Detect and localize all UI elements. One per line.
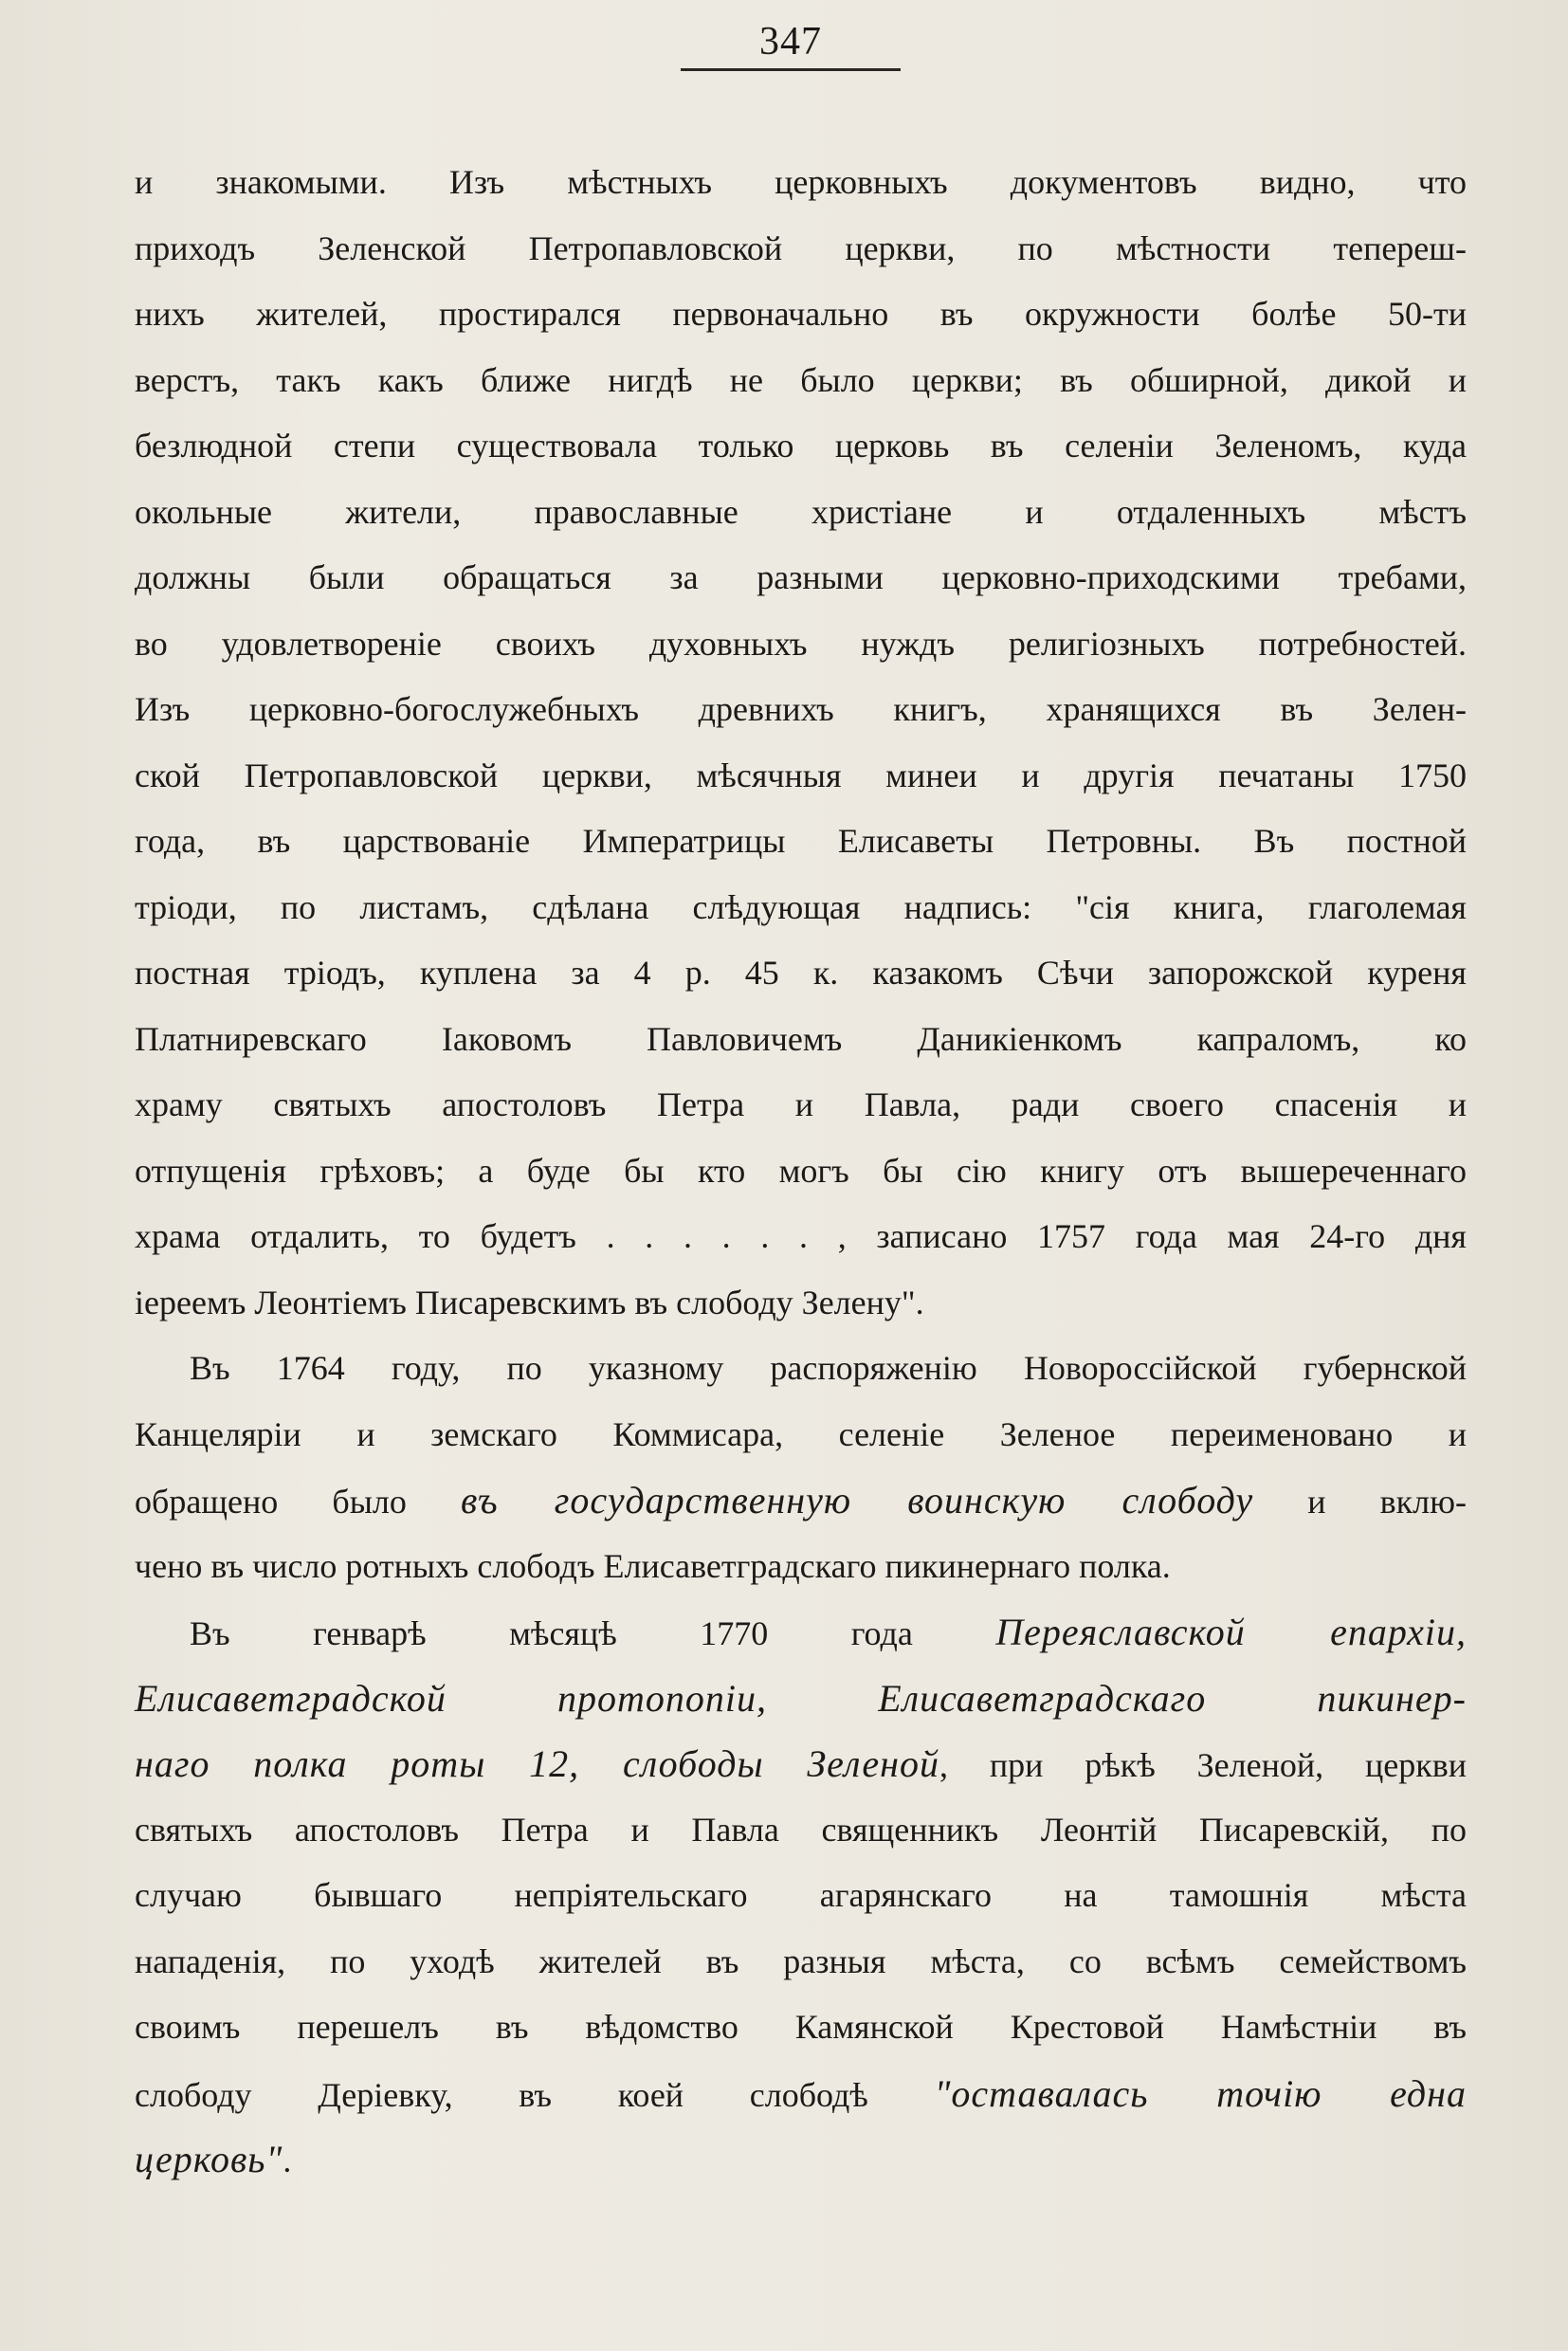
text-line	[135, 1139, 1467, 1205]
text-line	[135, 1599, 1467, 1666]
text-line	[135, 1797, 1467, 1864]
text-fragment: Изъ церковно-богослужебныхъ древнихъ книгъ, хранящихся въ Зелен-	[135, 690, 1467, 728]
text-fragment: и знакомыми. Изъ мѣстныхъ церковныхъ документовъ видно, что	[135, 163, 1467, 201]
text-line	[135, 1204, 1467, 1270]
text-line	[135, 611, 1467, 678]
text-line	[135, 809, 1467, 875]
text-fragment: ской Петропавловской церкви, мѣсячныя минеи и другія печатаны 1750	[135, 756, 1467, 794]
text-line	[135, 1863, 1467, 1929]
text-fragment: постная тріодъ, куплена за 4 р. 45 к. казакомъ Сѣчи запорожской куреня	[135, 954, 1467, 992]
text-line	[135, 150, 1467, 216]
text-line	[135, 875, 1467, 941]
page-text	[135, 150, 1467, 2193]
text-line	[135, 940, 1467, 1007]
text-fragment: Канцеляріи и земскаго Коммисара, селеніе Зеленое переименовано и	[135, 1414, 1467, 1453]
text-fragment: Въ генварѣ мѣсяцѣ 1770 года	[190, 1614, 996, 1652]
text-fragment: должны были обращаться за разными церковно-приходскими требами,	[135, 558, 1467, 596]
text-fragment: Въ 1764 году, по указному распоряженію Новороссійской губернской	[190, 1349, 1467, 1387]
text-fragment: и вклю-	[1253, 1483, 1468, 1521]
text-fragment: нападенія, по уходѣ жителей въ разныя мѣста, со всѣмъ семействомъ	[135, 1941, 1467, 1980]
text-line	[135, 1402, 1467, 1468]
text-line	[135, 545, 1467, 611]
text-fragment: отпущенія грѣховъ; а буде бы кто могъ бы сію книгу отъ вышереченнаго	[135, 1151, 1467, 1190]
text-line	[135, 1270, 1467, 1337]
text-fragment: своимъ перешелъ въ вѣдомство Камянской Крестовой Намѣстніи въ	[135, 2008, 1467, 2046]
text-fragment: обращено было	[135, 1483, 461, 1521]
text-fragment: нихъ жителей, простирался первоначально въ окружности болѣе 50-ти	[135, 295, 1467, 333]
text-line	[135, 677, 1467, 743]
text-line	[135, 1666, 1467, 1732]
text-line	[135, 1534, 1467, 1600]
text-fragment: , при рѣкѣ Зеленой, церкви	[939, 1746, 1467, 1784]
text-fragment: безлюдной степи существовала только церковь въ селеніи Зеленомъ, куда	[135, 427, 1467, 465]
text-fragment: верстъ, такъ какъ ближе нигдѣ не было церкви; въ обширной, дикой и	[135, 360, 1467, 399]
text-line	[135, 1467, 1467, 1534]
text-fragment: .	[283, 2141, 292, 2179]
text-line	[135, 282, 1467, 348]
italic-text: Елисаветградской протопопіи, Елисаветградскаго пикинер-	[135, 1676, 1467, 1720]
text-fragment: тріоди, по листамъ, сдѣлана слѣдующая надпись: "сія книга, глаголемая	[135, 887, 1467, 926]
text-line	[135, 1007, 1467, 1073]
italic-text: наго полка роты 12, слободы Зеленой	[135, 1742, 939, 1785]
italic-text: "оставалась точію една	[934, 2071, 1467, 2115]
text-fragment: храму святыхъ апостоловъ Петра и Павла, ради своего спасенія и	[135, 1085, 1467, 1123]
text-fragment: Платниревскаго Іаковомъ Павловичемъ Даникіенкомъ капраломъ, ко	[135, 1019, 1467, 1058]
text-line	[135, 743, 1467, 810]
text-line	[135, 2061, 1467, 2127]
text-fragment: приходъ Зеленской Петропавловской церкви, по мѣстности тепереш-	[135, 228, 1467, 267]
text-line	[135, 216, 1467, 282]
text-fragment: чено въ число ротныхъ слободъ Елисаветградскаго пикинернаго полка.	[135, 1546, 1171, 1585]
text-fragment: случаю бывшаго непріятельскаго агарянскаго на тамошнія мѣста	[135, 1876, 1467, 1914]
page-number-rule	[681, 68, 901, 71]
text-line	[135, 413, 1467, 480]
text-line	[135, 1995, 1467, 2061]
text-fragment: іереемъ Леонтіемъ Писаревскимъ въ слободу Зелену".	[135, 1283, 924, 1321]
text-fragment: года, въ царствованіе Императрицы Елисаветы Петровны. Въ постной	[135, 822, 1467, 860]
italic-text: церковь"	[135, 2138, 283, 2180]
text-line	[135, 1731, 1467, 1797]
text-fragment: окольные жители, православные христіане и отдаленныхъ мѣстъ	[135, 492, 1467, 531]
text-fragment: храма отдалить, то будетъ . . . . . . , записано 1757 года мая 24-го дня	[135, 1217, 1467, 1255]
italic-text: въ государственную воинскую слободу	[461, 1479, 1254, 1522]
text-line	[135, 1072, 1467, 1139]
text-fragment: святыхъ апостоловъ Петра и Павла священникъ Леонтій Писаревскій, по	[135, 1810, 1467, 1849]
text-line	[135, 480, 1467, 546]
italic-text: Переяславской епархіи,	[995, 1611, 1468, 1653]
page-number: 347	[759, 20, 822, 64]
text-line	[135, 2126, 1467, 2193]
text-fragment: слободу Деріевку, въ коей слободѣ	[135, 2075, 935, 2114]
text-line	[135, 348, 1467, 414]
text-fragment: во удовлетвореніе своихъ духовныхъ нуждъ религіозныхъ потребностей.	[135, 624, 1467, 663]
text-line	[135, 1929, 1467, 1996]
text-line	[135, 1336, 1467, 1402]
